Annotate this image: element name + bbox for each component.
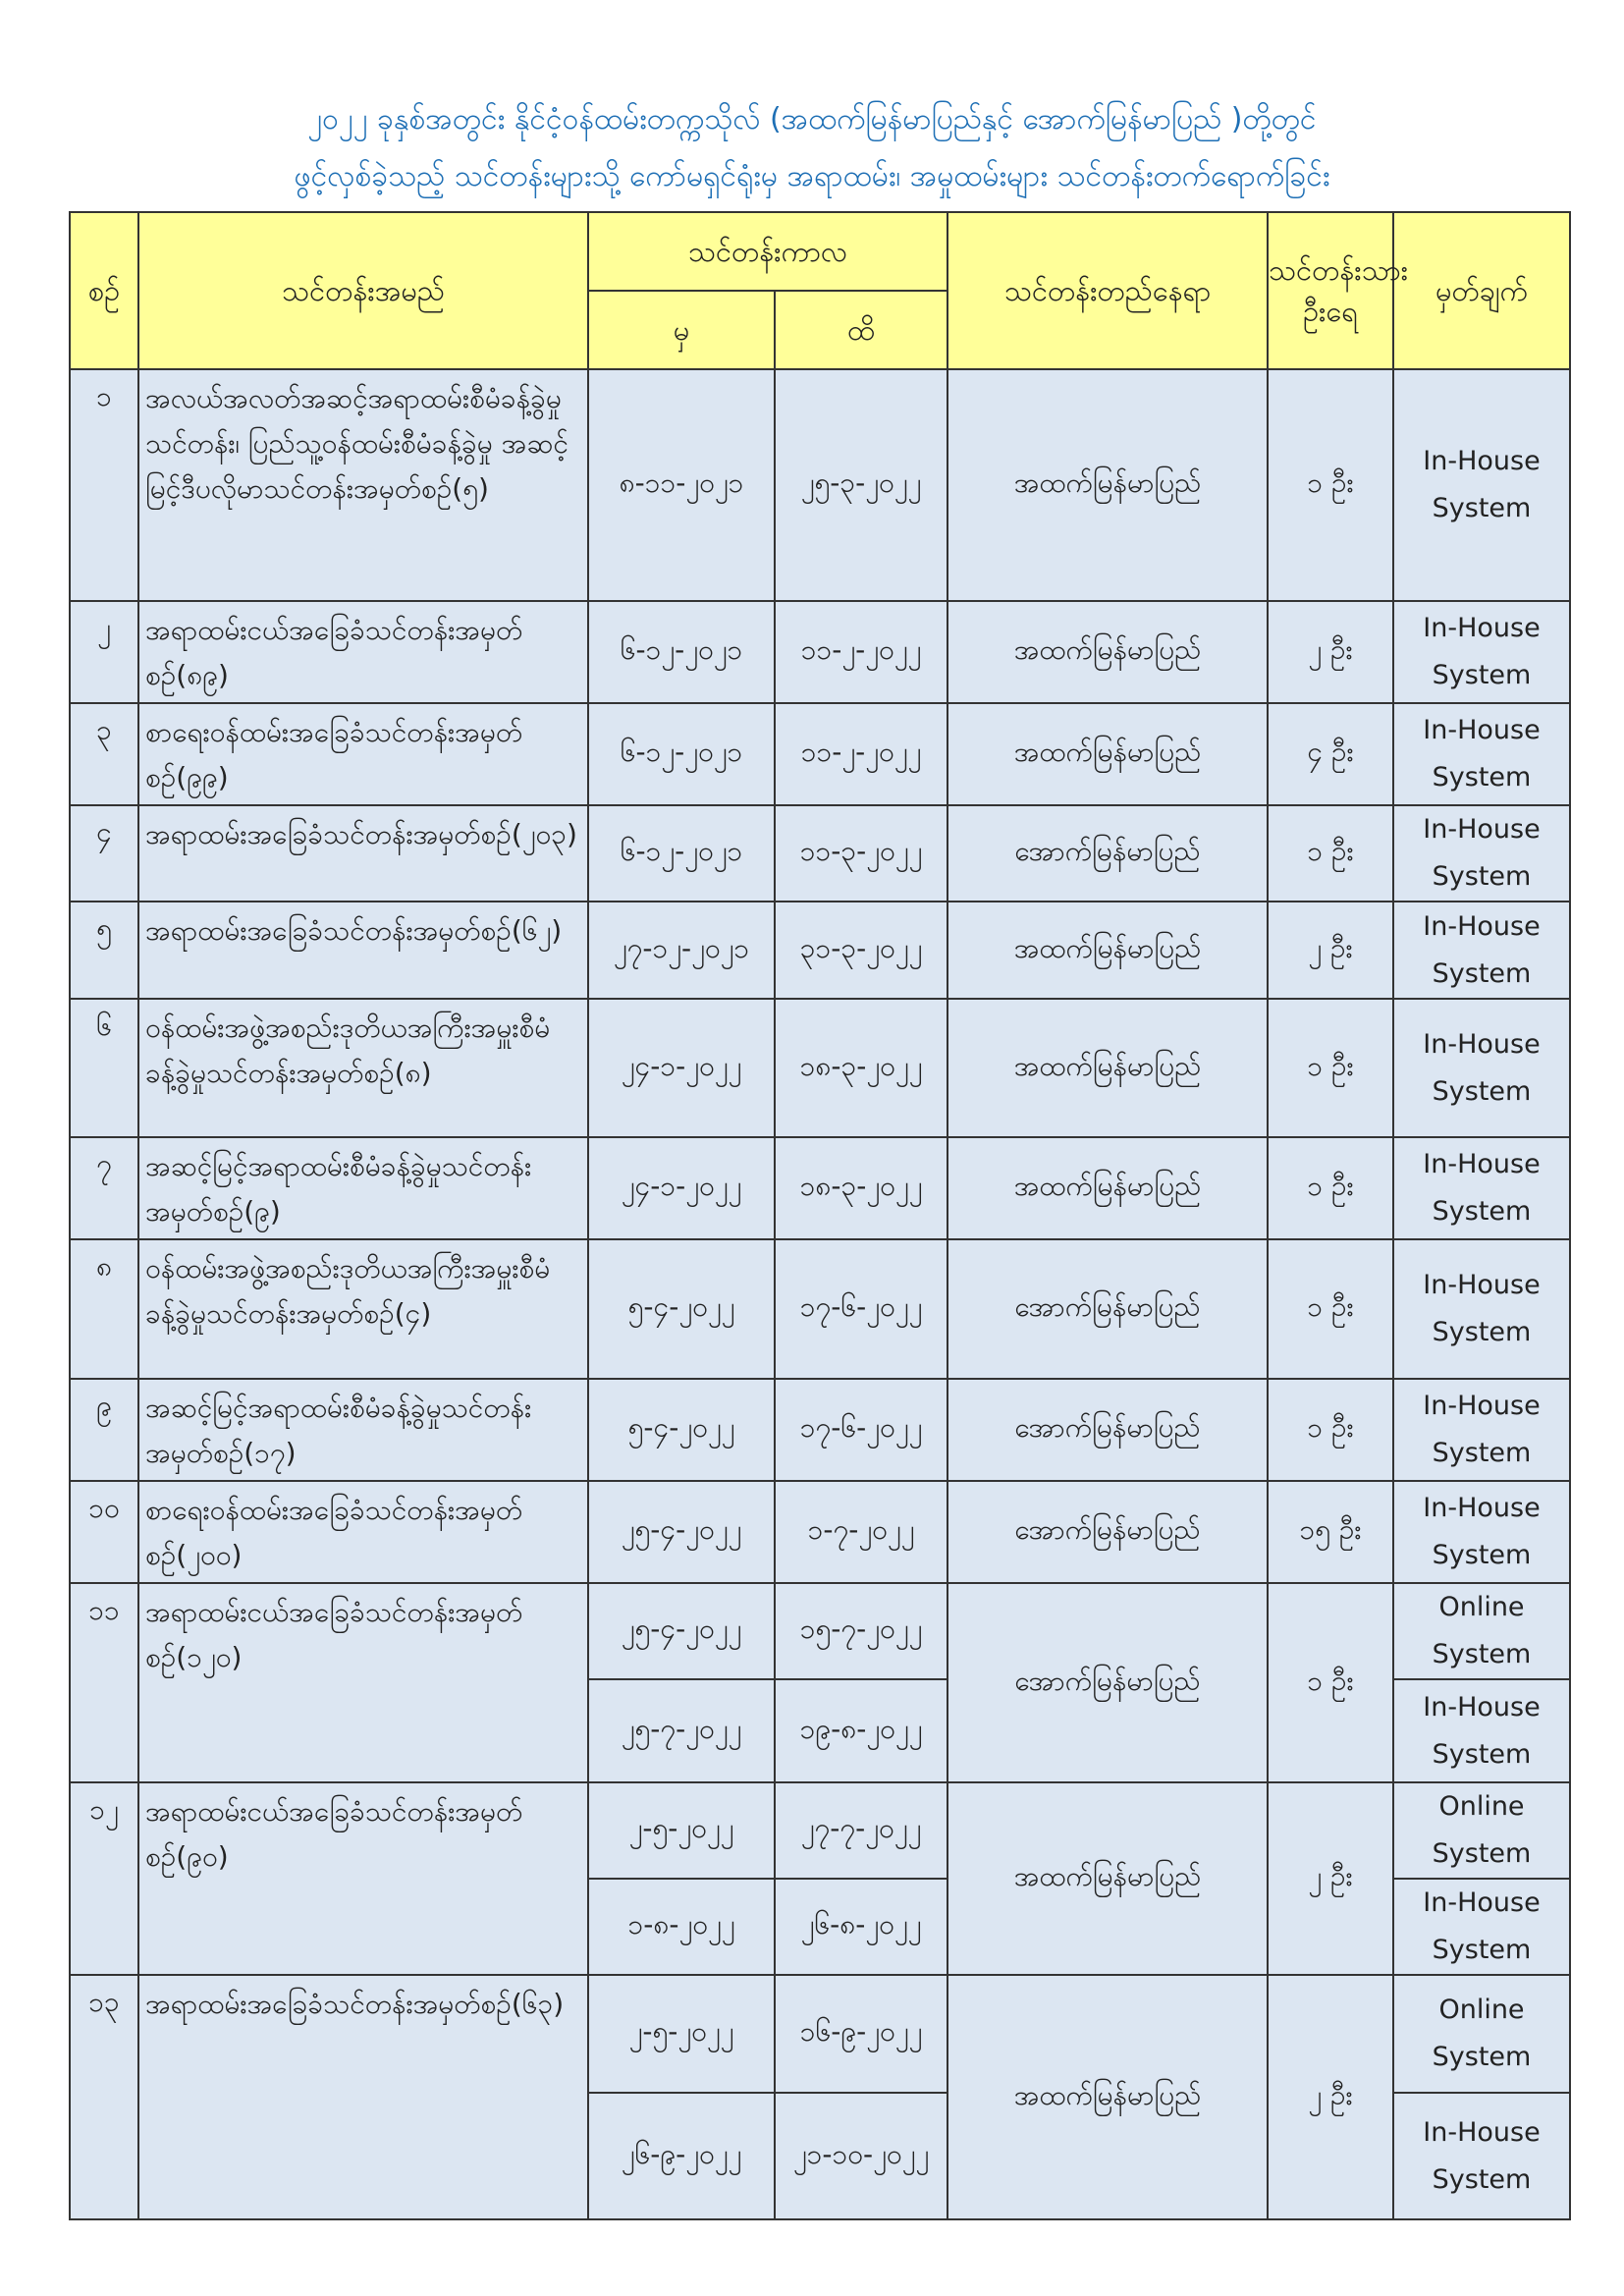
table-row: [70, 1481, 1570, 1583]
date-to: ၁၇-၆-၂၀၂၂: [775, 1379, 947, 1481]
date-to: ၁၈-၃-၂၀၂၂: [775, 999, 947, 1137]
attendee-count: ၁ ဦး: [1268, 1583, 1393, 1782]
date-from: ၈-၁၁-၂၀၂၁: [588, 369, 775, 601]
table-body: [70, 369, 1570, 2219]
location: အောက်မြန်မာပြည်: [947, 805, 1268, 902]
row-number: ၁၀: [70, 1481, 138, 1583]
location: အထက်မြန်မာပြည်: [947, 999, 1268, 1137]
attendee-count: ၂ ဦး: [1268, 601, 1393, 703]
location: အထက်မြန်မာပြည်: [947, 703, 1268, 805]
date-from: ၂၆-၉-၂၀၂၂: [588, 2093, 775, 2219]
course-name: အရာထမ်းအခြေခံသင်တန်းအမှတ်စဉ်(၆၂): [138, 902, 588, 999]
location: အောက်မြန်မာပြည်: [947, 1379, 1268, 1481]
remark: In-House System: [1393, 369, 1570, 601]
table-row: [70, 1975, 1570, 2093]
table-row: [70, 601, 1570, 703]
date-from: ၂၇-၁၂-၂၀၂၁: [588, 902, 775, 999]
location: အထက်မြန်မာပြည်: [947, 902, 1268, 999]
course-name: အဆင့်မြင့်အရာထမ်းစီမံခန့်ခွဲမှုသင်တန်းအမှတ်စဉ်(၉): [138, 1137, 588, 1239]
remark: In-House System: [1393, 805, 1570, 902]
location: အထက်မြန်မာပြည်: [947, 369, 1268, 601]
date-from: ၂၄-၁-၂၀၂၂: [588, 1137, 775, 1239]
course-name: အရာထမ်းငယ်အခြေခံသင်တန်းအမှတ်စဉ်(၈၉): [138, 601, 588, 703]
row-number: ၁: [70, 369, 138, 601]
date-to: ၂၁-၁၀-၂၀၂၂: [775, 2093, 947, 2219]
date-from: ၂-၅-၂၀၂၂: [588, 1975, 775, 2093]
remark: In-House System: [1393, 1481, 1570, 1583]
table-row: [70, 703, 1570, 805]
header-from: မှ: [588, 291, 775, 369]
date-to: ၁၈-၃-၂၀၂၂: [775, 1137, 947, 1239]
row-number: ၈: [70, 1239, 138, 1379]
location: အောက်မြန်မာပြည်: [947, 1481, 1268, 1583]
course-name: အလယ်အလတ်အဆင့်အရာထမ်းစီမံခန့်ခွဲမှုသင်တန်း၊ ပြည်သူ့ဝန်ထမ်းစီမံခန့်ခွဲမှု အဆင့်မြင့်ဒီပလိုမာသင်တန်းအမှတ်စဉ်(၅): [138, 369, 588, 601]
location: အထက်မြန်မာပြည်: [947, 601, 1268, 703]
date-from: ၂-၅-၂၀၂၂: [588, 1782, 775, 1879]
date-to: ၁-၇-၂၀၂၂: [775, 1481, 947, 1583]
course-name: အရာထမ်းအခြေခံသင်တန်းအမှတ်စဉ်(၂၀၃): [138, 805, 588, 902]
header-name: သင်တန်းအမည်: [138, 212, 588, 369]
location: အောက်မြန်မာပြည်: [947, 1239, 1268, 1379]
date-from: ၅-၄-၂၀၂၂: [588, 1379, 775, 1481]
date-from: ၆-၁၂-၂၀၂၁: [588, 805, 775, 902]
date-to: ၂၆-၈-၂၀၂၂: [775, 1879, 947, 1975]
table-row: [70, 1137, 1570, 1239]
date-to: ၁၆-၉-၂၀၂၂: [775, 1975, 947, 2093]
row-number: ၆: [70, 999, 138, 1137]
date-from: ၅-၄-၂၀၂၂: [588, 1239, 775, 1379]
location: အောက်မြန်မာပြည်: [947, 1583, 1268, 1782]
row-number: ၃: [70, 703, 138, 805]
remark: In-House System: [1393, 999, 1570, 1137]
table-row: [70, 805, 1570, 902]
date-to: ၃၁-၃-၂၀၂၂: [775, 902, 947, 999]
remark: In-House System: [1393, 601, 1570, 703]
date-from: ၆-၁၂-၂၀၂၁: [588, 601, 775, 703]
date-to: ၂၇-၇-၂၀၂၂: [775, 1782, 947, 1879]
location: အထက်မြန်မာပြည်: [947, 1137, 1268, 1239]
row-number: ၁၂: [70, 1782, 138, 1975]
remark: Online System: [1393, 1583, 1570, 1679]
location: အထက်မြန်မာပြည်: [947, 1782, 1268, 1975]
attendee-count: ၁ ဦး: [1268, 1137, 1393, 1239]
remark: In-House System: [1393, 902, 1570, 999]
header-count: သင်တန်းသားဦးရေ: [1268, 212, 1393, 369]
date-from: ၂၄-၁-၂၀၂၂: [588, 999, 775, 1137]
document-title-line2: ဖွင့်လှစ်ခဲ့သည့် သင်တန်းများသို့ ကော်မရှင်ရုံးမှ အရာထမ်း၊ အမှုထမ်းများ သင်တန်းတက်ရောက်ခြင်း: [294, 159, 1330, 193]
attendee-count: ၁ ဦး: [1268, 1239, 1393, 1379]
table-row: [70, 1782, 1570, 1879]
remark: Online System: [1393, 1782, 1570, 1879]
course-name: အရာထမ်းအခြေခံသင်တန်းအမှတ်စဉ်(၆၃): [138, 1975, 588, 2219]
date-from: ၂၅-၄-၂၀၂၂: [588, 1583, 775, 1679]
course-name: ဝန်ထမ်းအဖွဲ့အစည်းဒုတိယအကြီးအမှူးစီမံခန့်ခွဲမှုသင်တန်းအမှတ်စဉ်(၈): [138, 999, 588, 1137]
remark: In-House System: [1393, 1379, 1570, 1481]
row-number: ၇: [70, 1137, 138, 1239]
table-row: [70, 369, 1570, 601]
date-to: ၁၅-၇-၂၀၂၂: [775, 1583, 947, 1679]
training-table: [69, 211, 1571, 2220]
date-from: ၆-၁၂-၂၀၂၁: [588, 703, 775, 805]
row-number: ၁၁: [70, 1583, 138, 1782]
remark: In-House System: [1393, 703, 1570, 805]
course-name: စာရေးဝန်ထမ်းအခြေခံသင်တန်းအမှတ်စဉ်(၂၀၀): [138, 1481, 588, 1583]
attendee-count: ၂ ဦး: [1268, 1782, 1393, 1975]
remark: In-House System: [1393, 1879, 1570, 1975]
row-number: ၂: [70, 601, 138, 703]
course-name: အရာထမ်းငယ်အခြေခံသင်တန်းအမှတ်စဉ်(၁၂၀): [138, 1583, 588, 1782]
attendee-count: ၁၅ ဦး: [1268, 1481, 1393, 1583]
course-name: စာရေးဝန်ထမ်းအခြေခံသင်တန်းအမှတ်စဉ်(၉၉): [138, 703, 588, 805]
row-number: ၅: [70, 902, 138, 999]
table-row: [70, 902, 1570, 999]
date-to: ၂၅-၃-၂၀၂၂: [775, 369, 947, 601]
date-to: ၁၁-၃-၂၀၂၂: [775, 805, 947, 902]
table-row: [70, 1379, 1570, 1481]
header-to: ထိ: [775, 291, 947, 369]
attendee-count: ၁ ဦး: [1268, 1379, 1393, 1481]
location: အထက်မြန်မာပြည်: [947, 1975, 1268, 2219]
date-to: ၁၉-၈-၂၀၂၂: [775, 1679, 947, 1782]
remark: In-House System: [1393, 1239, 1570, 1379]
header-remark: မှတ်ချက်: [1393, 212, 1570, 369]
remark: In-House System: [1393, 1679, 1570, 1782]
row-number: ၁၃: [70, 1975, 138, 2219]
attendee-count: ၁ ဦး: [1268, 369, 1393, 601]
remark: Online System: [1393, 1975, 1570, 2093]
row-number: ၄: [70, 805, 138, 902]
header-period: သင်တန်းကာလ: [588, 212, 947, 291]
date-to: ၁၁-၂-၂၀၂၂: [775, 601, 947, 703]
attendee-count: ၁ ဦး: [1268, 999, 1393, 1137]
header-location: သင်တန်းတည်နေရာ: [947, 212, 1268, 369]
row-number: ၉: [70, 1379, 138, 1481]
remark: In-House System: [1393, 1137, 1570, 1239]
date-from: ၂၅-၇-၂၀၂၂: [588, 1679, 775, 1782]
date-from: ၂၅-၄-၂၀၂၂: [588, 1481, 775, 1583]
table-row: [70, 1583, 1570, 1679]
course-name: အဆင့်မြင့်အရာထမ်းစီမံခန့်ခွဲမှုသင်တန်းအမှတ်စဉ်(၁၇): [138, 1379, 588, 1481]
table-row: [70, 1239, 1570, 1379]
attendee-count: ၂ ဦး: [1268, 902, 1393, 999]
date-to: ၁၁-၂-၂၀၂၂: [775, 703, 947, 805]
attendee-count: ၄ ဦး: [1268, 703, 1393, 805]
attendee-count: ၁ ဦး: [1268, 805, 1393, 902]
course-name: ဝန်ထမ်းအဖွဲ့အစည်းဒုတိယအကြီးအမှူးစီမံခန့်ခွဲမှုသင်တန်းအမှတ်စဉ်(၄): [138, 1239, 588, 1379]
attendee-count: ၂ ဦး: [1268, 1975, 1393, 2219]
header-no: စဉ်: [70, 212, 138, 369]
remark: In-House System: [1393, 2093, 1570, 2219]
date-from: ၁-၈-၂၀၂၂: [588, 1879, 775, 1975]
table-row: [70, 999, 1570, 1137]
document-title-line1: ၂၀၂၂ ခုနှစ်အတွင်း နိုင်ငံ့ဝန်ထမ်းတက္ကသိုလ် (အထက်မြန်မာပြည်နှင့် အောက်မြန်မာပြည် )တို့တွင်: [307, 102, 1317, 137]
date-to: ၁၇-၆-၂၀၂၂: [775, 1239, 947, 1379]
course-name: အရာထမ်းငယ်အခြေခံသင်တန်းအမှတ်စဉ်(၉၀): [138, 1782, 588, 1975]
